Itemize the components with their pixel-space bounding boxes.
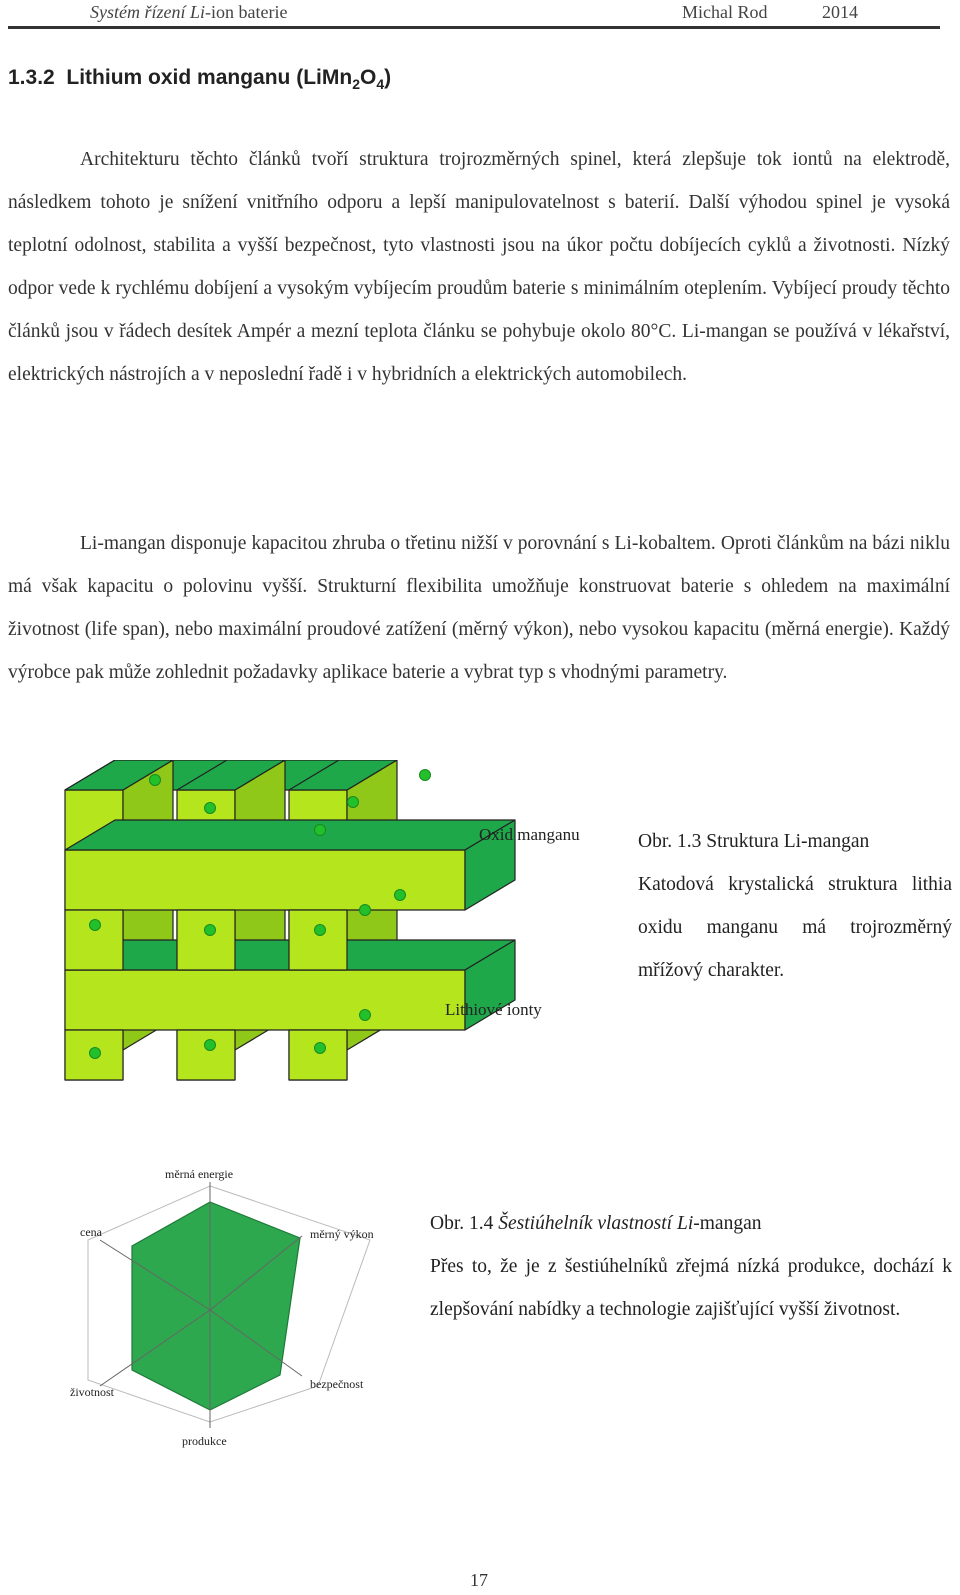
- label-oxid-manganu: Oxid manganu: [479, 825, 580, 844]
- axis-label-produkce: produkce: [182, 1434, 227, 1448]
- label-lithiove-ionty: Lithiové ionty: [445, 1000, 542, 1019]
- section-heading: 1.3.2 Lithium oxid manganu $(LiMn_2O_4)$: [8, 66, 392, 93]
- figure2-caption-title: Obr. 1.4 Šestiúhelník vlastností Li-mangan: [430, 1213, 762, 1234]
- paragraph-capacity: Li-mangan disponuje kapacitou zhruba o třetinu nižší v porovnání s Li-kobaltem. Oproti článkům na bázi niklu má však kapacitu o polovinu vyšší. Strukturní flexibilita umožňuje konstruovat baterie s ohledem na maximální životnost (life span), nebo maximální proudové zatížení (měrný výkon), nebo vysokou kapacitu (měrná energie). Každý výrobce pak může zohlednit požadavky aplikace baterie a vybrat typ s vhodnými parametry.: [8, 533, 950, 683]
- figure2-caption-text: Přes to, že je z šestiúhelníků zřejmá nízká produkce, dochází k zlepšování nabídky a technologie zajišťující vyšší životnost.: [430, 1256, 952, 1320]
- figure1-caption: [638, 820, 952, 992]
- header-title: Systém řízení Li-ion baterie: [90, 2, 288, 22]
- header-year: 2014: [822, 2, 858, 22]
- figure1-caption-title: Obr. 1.3 Struktura Li-mangan: [638, 831, 870, 852]
- paragraph-architecture: Architekturu těchto článků tvoří struktura trojrozměrných spinel, která zlepšuje tok iontů na elektrodě, následkem tohoto je snížení vnitřního odporu a lepší manipulovatelnost s baterií. Další výhodou spinel je vysoká teplotní odolnost, stabilita a vyšší bezpečnost, tyto vlastnosti jsou na úkor počtu dobíjecích cyklů a životnosti. Nízký odpor vede k rychlému dobíjení a vysokým vybíjecím proudům baterie s minimálním oteplením. Vybíjecí proudy těchto článků jsou v řádech desítek Ampér a mezní teplota článku se pohybuje okolo 80°C. Li-mangan se používá v lékařství, elektrických nástrojích a v neposlední řadě i v hybridních a elektrických automobilech.: [8, 149, 950, 385]
- axis-label-zivotnost: životnost: [70, 1385, 114, 1399]
- axis-label-bezpecnost: bezpečnost: [310, 1377, 364, 1391]
- figure2-caption: [430, 1202, 952, 1331]
- page-number: 17: [470, 1570, 488, 1590]
- axis-label-merny-vykon: měrný výkon: [310, 1227, 374, 1241]
- figure1-caption-text: Katodová krystalická struktura lithia oxidu manganu má trojrozměrný mřížový charakter.: [638, 874, 952, 981]
- hexagon-value-area: [132, 1202, 300, 1410]
- axis-label-merna-energie: měrná energie: [165, 1167, 234, 1181]
- hexagon-properties-chart: [70, 1160, 410, 1460]
- axis-label-cena: cena: [80, 1225, 102, 1239]
- page-header: [8, 0, 940, 29]
- header-author: Michal Rod: [682, 2, 768, 22]
- spinel-structure-figure: [55, 760, 615, 1090]
